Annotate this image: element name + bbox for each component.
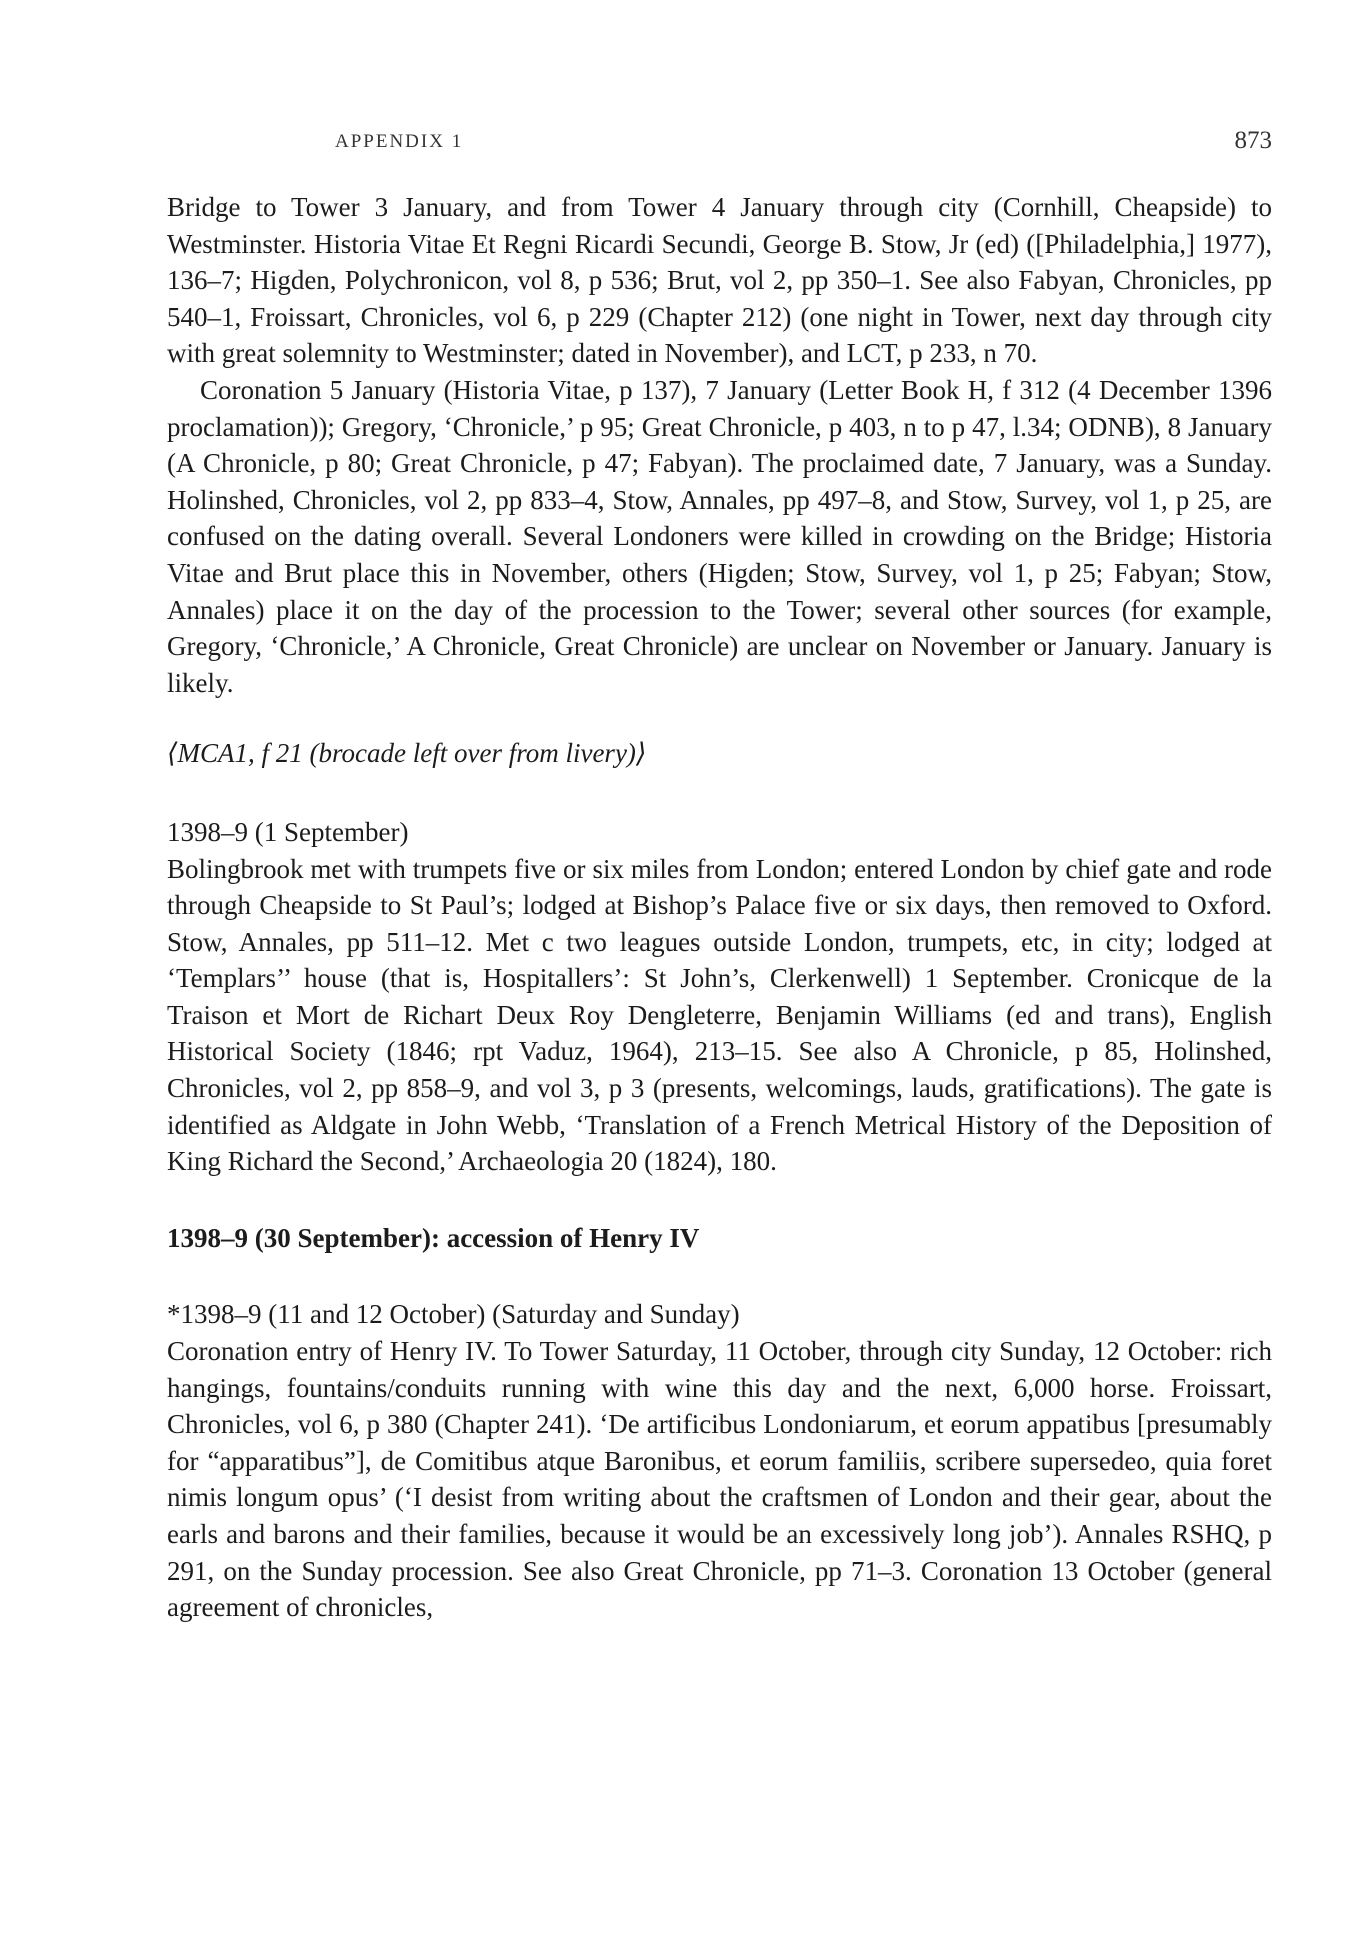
marginal-note: ⟨MCA1, f 21 (brocade left over from livery)⟩	[167, 738, 647, 769]
running-head: APPENDIX 1	[335, 131, 464, 152]
spacer	[167, 1256, 1272, 1296]
paragraph-2: Coronation 5 January (Historia Vitae, p 137), 7 January (Letter Book H, f 312 (4 December 1396 proclamation)); Gregory, ‘Chronicle,’ p 95; Great Chronicle, p 403, n to p 47, l.34; ODNB), 8 January (A Chronicle, p 80; Great Chronicle, p 47; Fabyan). The proclaimed date, 7 January, was a Sunday. Holinshed, Chronicles, vol 2, pp 833–4, Stow, Annales, pp 497–8, and Stow, Survey, vol 1, p 25, are confused on the dating overall. Several Londoners were killed in crowding on the Bridge; Historia Vitae and Brut place this in November, others (Higden; Stow, Survey, vol 1, p 25; Fabyan; Stow, Annales) place it on the day of the procession to the Tower; several other sources (for example, Gregory, ‘Chronicle,’ A Chronicle, Great Chronicle) are unclear on November or January. January is likely.	[167, 374, 1272, 698]
spacer	[167, 1180, 1272, 1220]
paragraph-3: Bolingbrook met with trumpets five or six miles from London; entered London by chief gate and rode through Cheapside to St Paul’s; lodged at Bishop’s Palace five or six days, then removed to Oxford. Stow, Annales, pp 511–12. Met c two leagues outside London, trumpets, etc, in city; lodged at ‘Templars’’ house (that is, Hospitallers’: St John’s, Clerkenwell) 1 September. Cronicque de la Traison et Mort de Richart Deux Roy Dengleterre, Benjamin Williams (ed and trans), English Historical Society (1846; rpt Vaduz, 1964), 213–15. See also A Chronicle, p 85, Holinshed, Chronicles, vol 2, pp 858–9, and vol 3, p 3 (presents, welcomings, lauds, gratifications). The gate is identified as Aldgate in John Webb, ‘Translation of a French Metrical History of the Deposition of King Richard the Second,’ Archaeologia 20 (1824), 180.	[167, 853, 1272, 1177]
page-number: 873	[1234, 127, 1272, 154]
spacer	[167, 772, 1272, 814]
entry-date-1: 1398–9 (1 September)	[167, 816, 409, 847]
body-text	[167, 189, 1272, 1626]
paragraph-1: Bridge to Tower 3 January, and from Tower 4 January through city (Cornhill, Cheapside) to Westminster. Historia Vitae Et Regni Ricardi Secundi, George B. Stow, Jr (ed) ([Philadelphia,] 1977), 136–7; Higden, Polychronicon, vol 8, p 536; Brut, vol 2, pp 350–1. See also Fabyan, Chronicles, pp 540–1, Froissart, Chronicles, vol 6, p 229 (Chapter 212) (one night in Tower, next day through city with great solemnity to Westminster; dated in November), and LCT, p 233, n 70.	[167, 192, 1272, 369]
spacer	[167, 701, 1272, 735]
entry-date-2: *1398–9 (11 and 12 October) (Saturday and Sunday)	[167, 1299, 740, 1330]
section-heading: 1398–9 (30 September): accession of Henry IV	[167, 1222, 700, 1253]
paragraph-4: Coronation entry of Henry IV. To Tower Saturday, 11 October, through city Sunday, 12 October: rich hangings, fountains/conduits running with wine this day and the next, 6,000 horse. Froissart, Chronicles, vol 6, p 380 (Chapter 241). ‘De artificibus Londoniarum, et eorum appatibus [presumably for “apparatibus”], de Comitibus atque Baronibus, et eorum familiis, scribere supersedeo, quia foret nimis longum opus’ (‘I desist from writing about the craftsmen of London and their gear, about the earls and barons and their families, because it would be an excessively long job’). Annales RSHQ, p 291, on the Sunday procession. See also Great Chronicle, pp 71–3. Coronation 13 October (general agreement of chronicles,	[167, 1336, 1272, 1623]
